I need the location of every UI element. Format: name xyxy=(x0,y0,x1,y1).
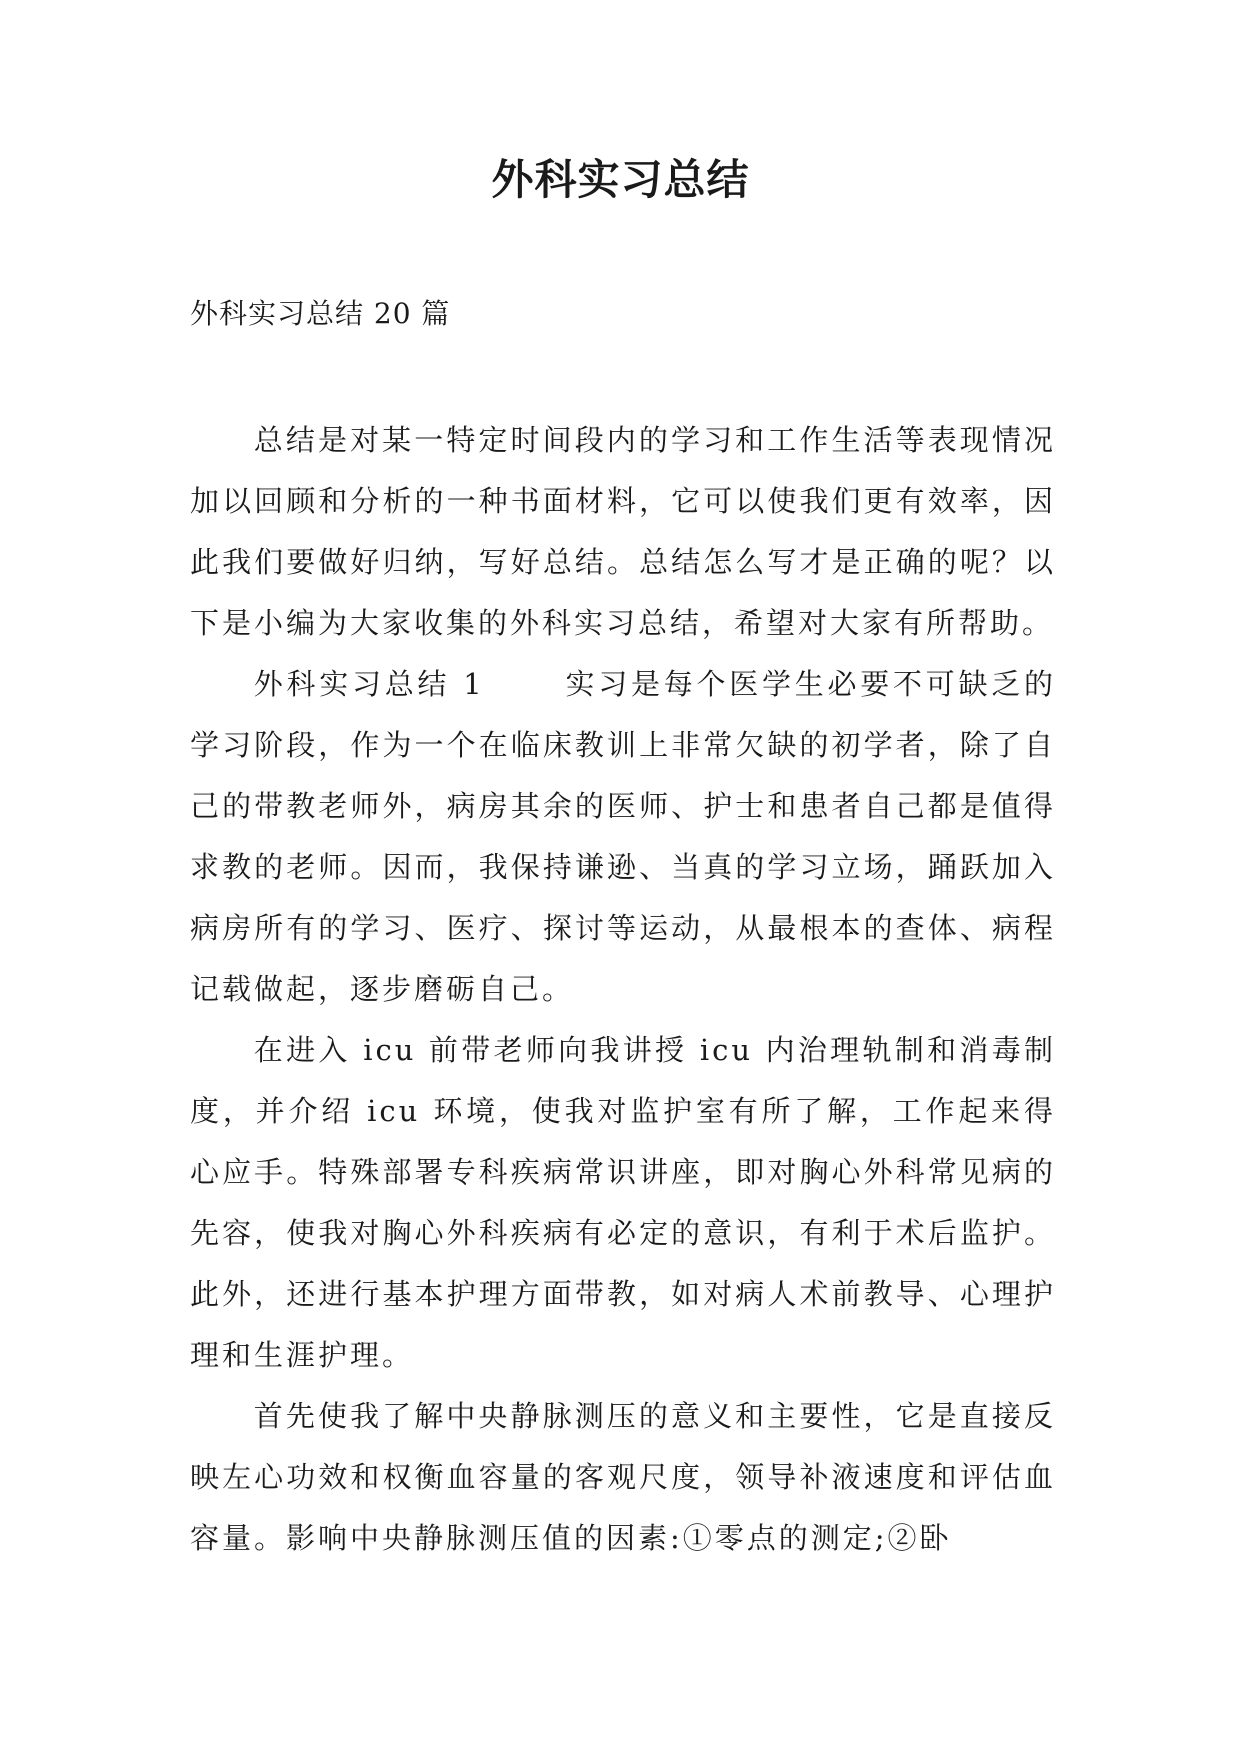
document-body xyxy=(190,410,1056,1569)
section-1-heading: 外科实习总结 1 xyxy=(253,667,485,701)
cvp-paragraph: 首先使我了解中央静脉测压的意义和主要性，它是直接反映左心功效和权衡血容量的客观尺度，领导补液速度和评估血容量。影响中央静脉测压值的因素:①零点的测定;②卧 xyxy=(190,1399,1056,1555)
document-title: 外科实习总结 xyxy=(491,155,750,204)
icu-paragraph: 在进入 icu 前带老师向我讲授 icu 内治理轨制和消毒制度，并介绍 icu 环境，使我对监护室有所了解，工作起来得心应手。特殊部署专科疾病常识讲座，即对胸心外科常见病的先容，使我对胸心外科疾病有必定的意识，有利于术后监护。此外，还进行基本护理方面带教，如对病人术前教导、心理护理和生涯护理。 xyxy=(190,1033,1056,1372)
intro-paragraph: 总结是对某一特定时间段内的学习和工作生活等表现情况加以回顾和分析的一种书面材料，它可以使我们更有效率，因此我们要做好归纳，写好总结。总结怎么写才是正确的呢？以下是小编为大家收集的外科实习总结，希望对大家有所帮助。 xyxy=(190,423,1056,640)
section-1-lead-text: 实习是每个医学生必要不可缺乏的学习阶段，作为一个在临床教训上非常欠缺的初学者，除了自己的带教老师外，病房其余的医师、护士和患者自己都是值得求教的老师。因而，我保持谦逊、当真的学习立场，踊跃加入病房所有的学习、医疗、探讨等运动，从最根本的查体、病程记载做起，逐步磨砺自己。 xyxy=(190,667,1056,1006)
section-1-paragraph xyxy=(190,654,1056,1020)
document-subtitle: 外科实习总结 20 篇 xyxy=(190,297,451,330)
